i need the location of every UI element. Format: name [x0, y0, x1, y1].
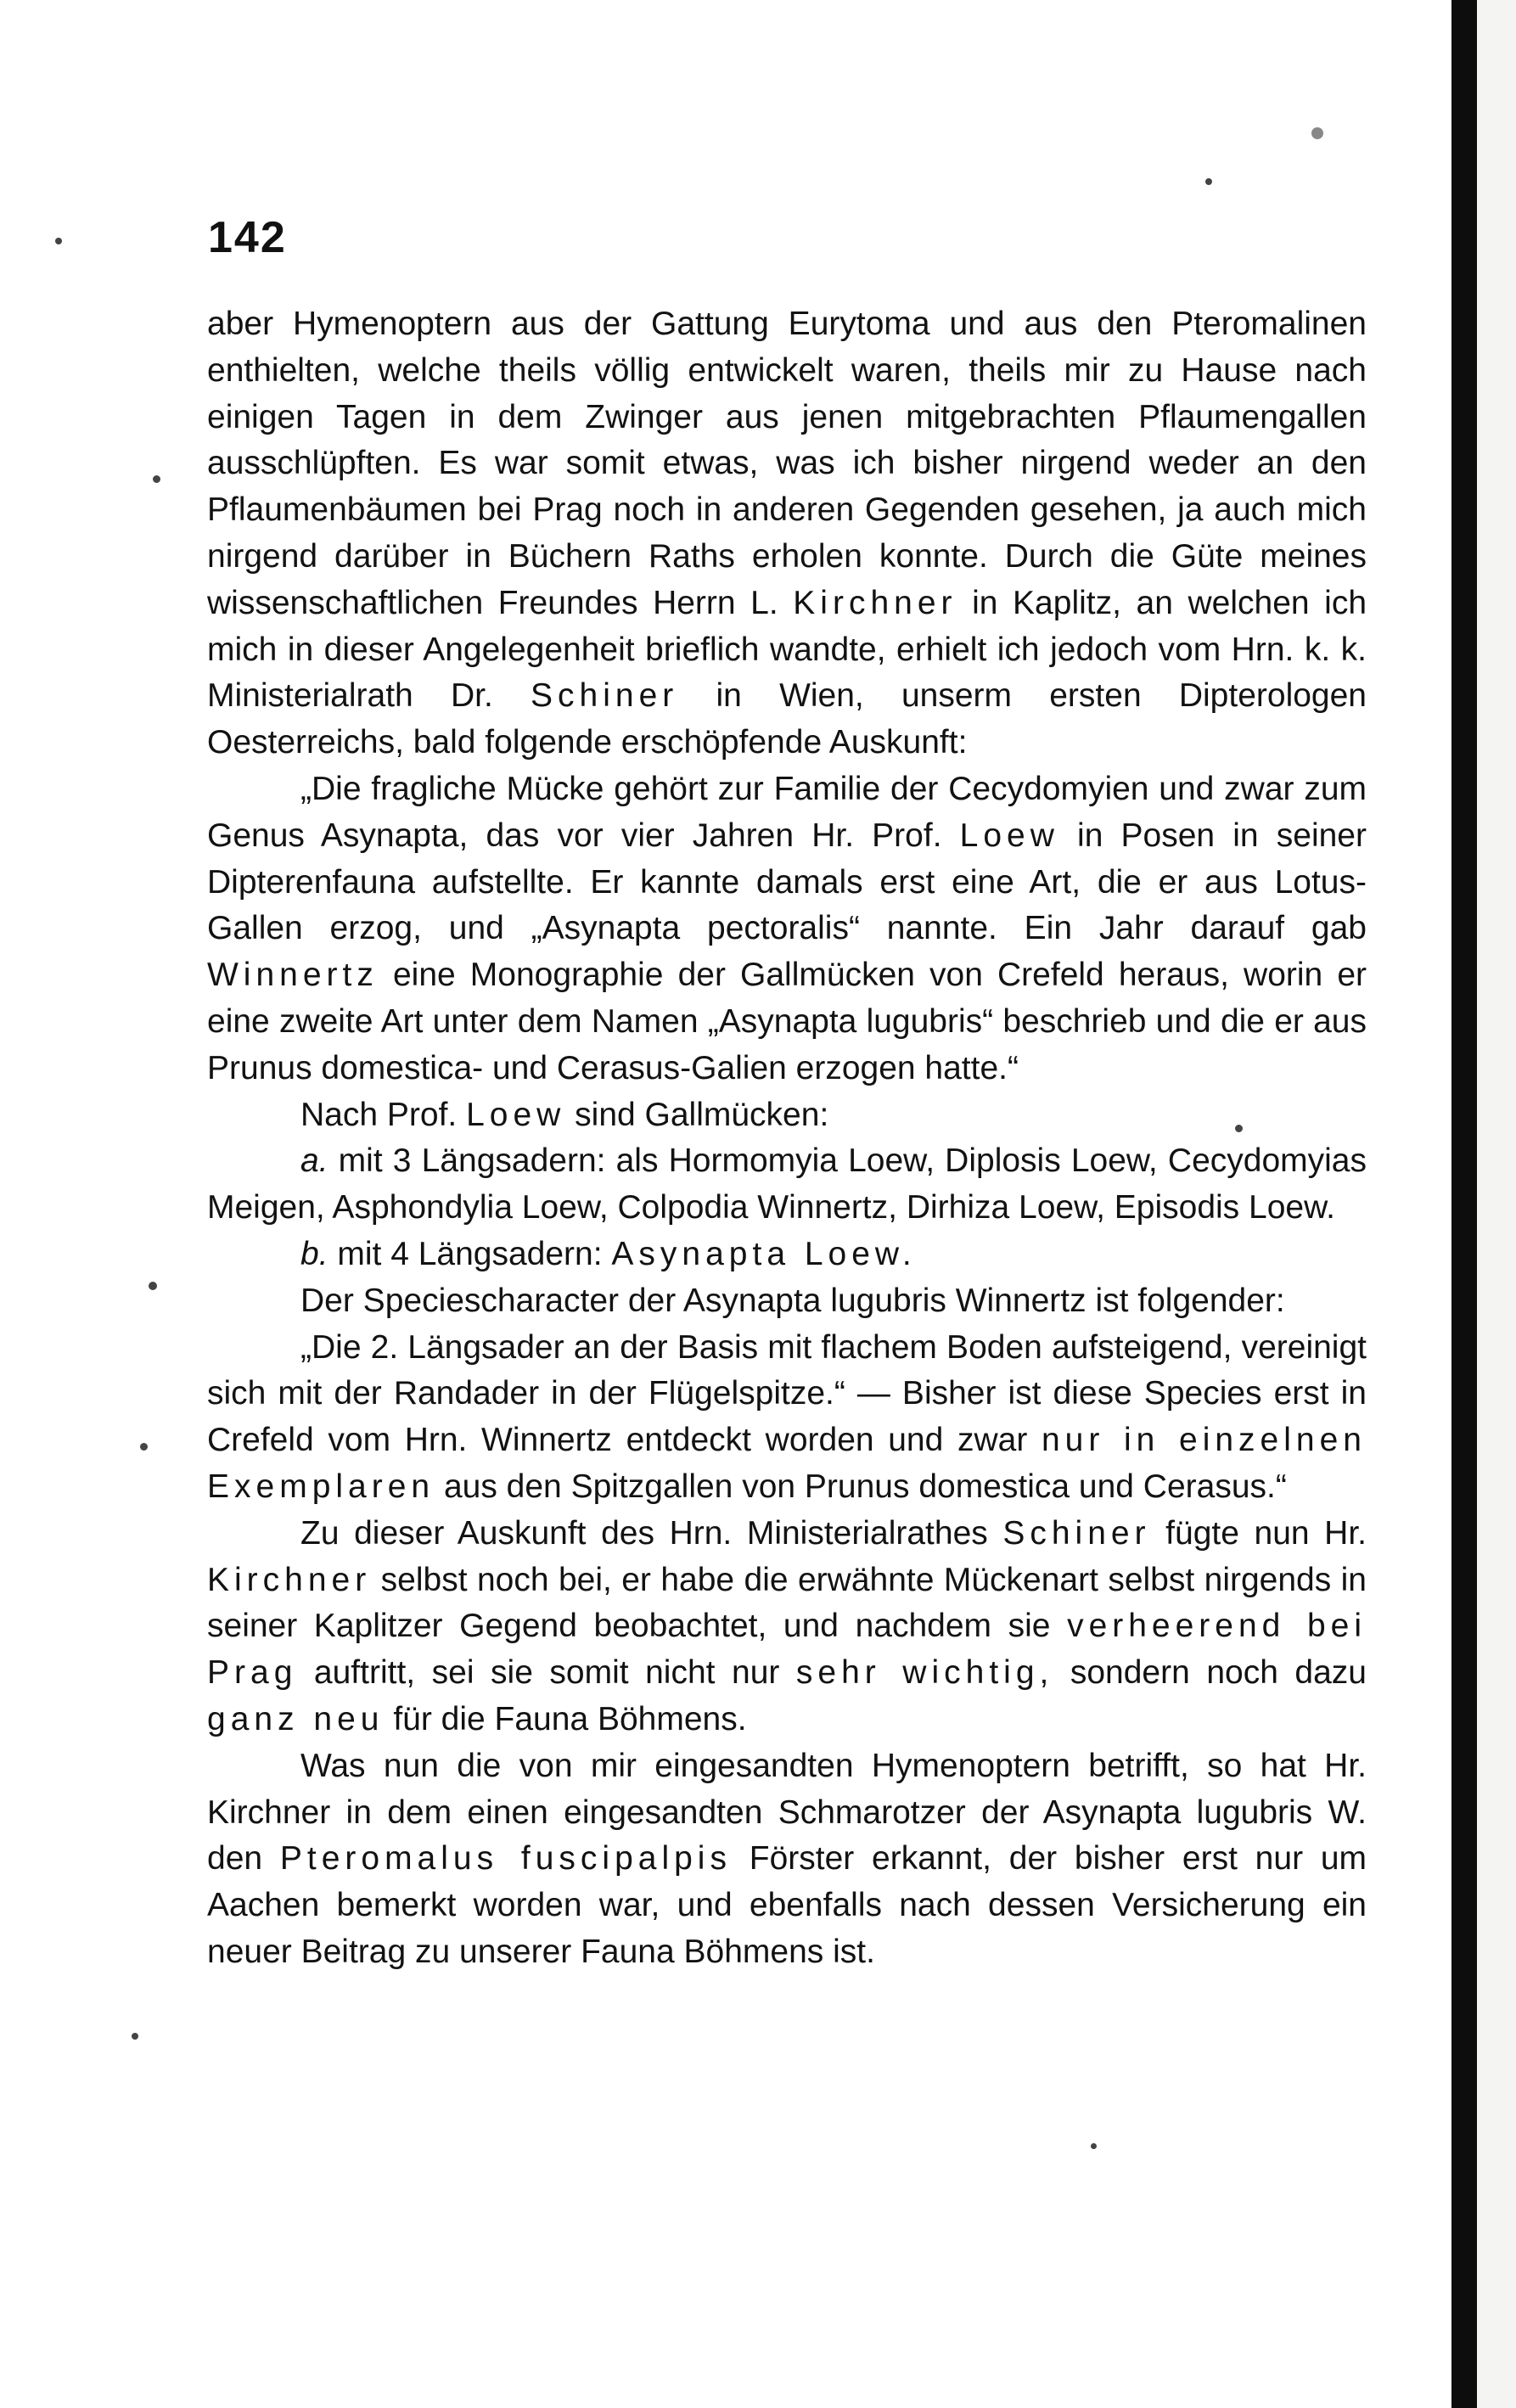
text-run: mit 3 Längsadern: als Hormomyia Loew, Diplosis Loew, Cecydomyias Meigen, Asphondylia Loew, Colpodia Winnertz, Dirhiza Loew, Episodis Loew.	[207, 1142, 1367, 1226]
scan-speck	[153, 475, 160, 483]
page-number: 142	[208, 213, 287, 262]
scan-speck	[55, 238, 62, 244]
text-run: selbst noch bei, er habe die erwähnte Mückenart selbst nirgends in seiner Kaplitzer Gegend beobachtet, und nachdem sie	[207, 1561, 1367, 1645]
text-run: aus den Spitzgallen von Prunus domestica und Cerasus.“	[435, 1468, 1287, 1505]
scan-speck	[1205, 178, 1212, 185]
text-run: für die Fauna Böhmens.	[384, 1700, 747, 1737]
text-run: auftritt, sei sie somit nicht nur	[297, 1654, 796, 1692]
spaced-emphasis: nur in einzelnen Exemplaren	[207, 1422, 1367, 1505]
spaced-name: Asynapta Loew.	[611, 1235, 917, 1272]
spaced-name: Schiner	[531, 677, 679, 715]
text-run: sondern noch dazu	[1053, 1654, 1367, 1692]
page-body-text	[207, 301, 1367, 1976]
text-run: „Die fragliche Mücke gehört zur Familie der Cecydomyien und zwar zum Genus Asynapta, das vor vier Jahren Hr. Prof.	[207, 770, 1367, 854]
spaced-name: Winnertz	[207, 957, 379, 994]
spaced-name: Schiner	[1002, 1514, 1151, 1552]
scan-speck	[1091, 2143, 1097, 2149]
scan-speck	[1311, 127, 1323, 139]
spaced-name: Pteromalus fuscipalpis	[279, 1840, 732, 1878]
paragraph-8	[207, 1511, 1367, 1743]
text-run: aber Hymenoptern aus der Gattung Eurytoma und aus den Pteromalinen enthielten, welche theils völlig entwickelt waren, theils mir zu Hause nach einigen Tagen in dem Zwinger aus jenen mitgebrachten Pflaumengallen ausschlüpften. Es war somit etwas, was ich bisher nirgend weder an den Pflaumenbäumen bei Prag noch in anderen Gegenden gesehen, ja auch mich nirgend darüber in Büchern Raths erholen konnte. Durch die Güte meines wissenschaftlichen Freundes Herrn L.	[207, 306, 1367, 621]
text-run: mit 4 Längsadern:	[328, 1235, 612, 1272]
scan-speck	[149, 1282, 157, 1290]
text-run: Förster erkannt, der bisher erst nur um Aachen bemerkt worden war, und ebenfalls nach dessen Versicherung ein neuer Beitrag zu unserer Fauna Böhmens ist.	[207, 1840, 1367, 1970]
text-run: Was nun die von mir eingesandten Hymenoptern betrifft, so hat Hr. Kirchner in dem einen eingesandten Schmarotzer der Asynapta lugubris W. den	[207, 1747, 1367, 1878]
text-run: Der Speciescharacter der Asynapta lugubris Winnertz ist folgender:	[300, 1282, 1285, 1319]
spaced-name: Kirchner	[207, 1561, 372, 1598]
paragraph-3	[207, 1092, 1367, 1139]
spaced-emphasis: sehr wichtig,	[795, 1654, 1054, 1692]
paragraph-2	[207, 766, 1367, 1092]
binding-gutter	[1451, 0, 1477, 2408]
list-label: b.	[300, 1235, 328, 1272]
text-run: in Wien, unserm ersten Dipterologen Oesterreichs, bald folgende erschöpfende Auskunft:	[207, 677, 1367, 761]
text-run: „Die 2. Längsader an der Basis mit flachem Boden aufsteigend, vereinigt sich mit der Randader in der Flügelspitze.“ — Bisher ist diese Species erst in Crefeld vom Hrn. Winnertz entdeckt worden und zwar	[207, 1328, 1367, 1459]
spaced-emphasis: verheerend bei Prag	[207, 1608, 1367, 1692]
paragraph-1	[207, 301, 1367, 766]
spaced-name: Loew	[959, 817, 1059, 854]
paragraph-7	[207, 1325, 1367, 1511]
spaced-emphasis: ganz neu	[207, 1700, 385, 1737]
list-label: a.	[300, 1142, 328, 1180]
paragraph-4	[207, 1138, 1367, 1232]
text-run: eine Monographie der Gallmücken von Crefeld heraus, worin er eine zweite Art unter dem Namen „Asynapta lugubris“ beschrieb und die er aus Prunus domestica- und Cerasus-Galien erzogen hatte.“	[207, 957, 1367, 1086]
paragraph-5	[207, 1232, 1367, 1278]
scan-speck	[140, 1443, 148, 1451]
text-run: fügte nun Hr.	[1150, 1514, 1367, 1552]
paragraph-9	[207, 1743, 1367, 1976]
text-run: sind Gallmücken:	[565, 1096, 829, 1133]
spaced-name: Kirchner	[793, 584, 957, 621]
adjacent-page-edge	[1477, 0, 1516, 2408]
text-run: Zu dieser Auskunft des Hrn. Ministerialrathes	[300, 1514, 1003, 1552]
paragraph-6	[207, 1278, 1367, 1325]
text-run: in Kaplitz, an welchen ich mich in dieser Angelegenheit brieflich wandte, erhielt ich jedoch vom Hrn. k. k. Ministerialrath Dr.	[207, 584, 1367, 715]
spaced-name: Loew	[466, 1096, 566, 1133]
scan-speck	[132, 2033, 138, 2040]
text-run: in Posen in seiner Dipterenfauna aufstellte. Er kannte damals erst eine Art, die er aus Lotus-Gallen erzog, und „Asynapta pectoralis“ nannte. Ein Jahr darauf gab	[207, 817, 1367, 947]
scan-speck	[1235, 1125, 1243, 1132]
text-run: Nach Prof.	[300, 1096, 467, 1133]
